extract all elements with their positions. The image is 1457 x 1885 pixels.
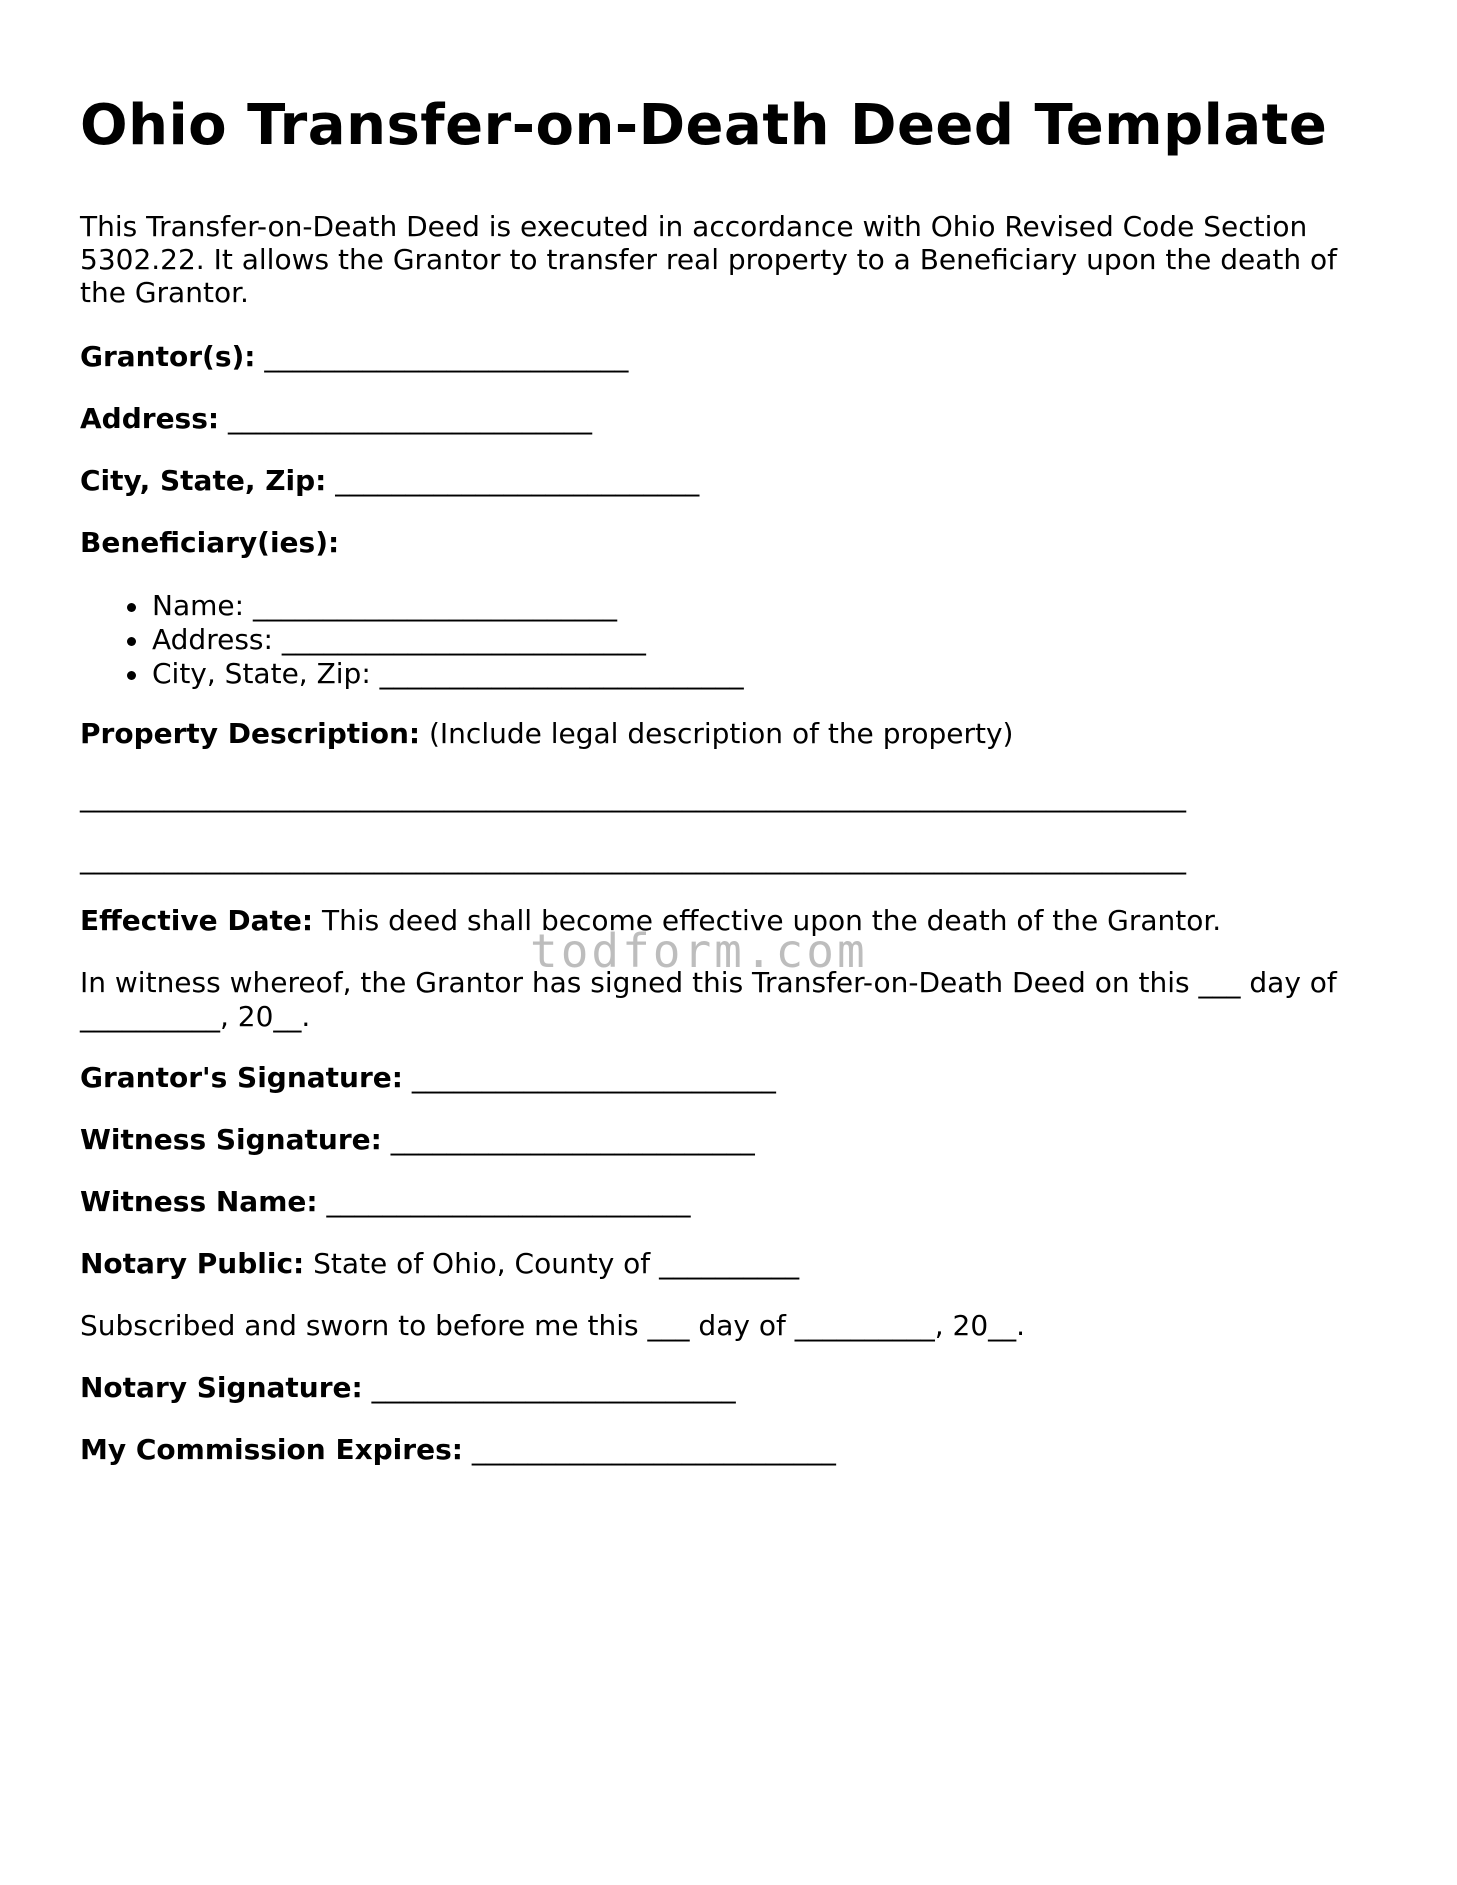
witness-clause-line-1: In witness whereof, the Grantor has signed this Transfer-on-Death Deed on this ___ day of [80,966,1337,999]
property-note: (Include legal description of the property) [429,717,1014,750]
notary-signature-label: Notary Signature: [80,1371,363,1404]
grantor-label: Grantor(s): [80,340,256,373]
commission-expires-label: My Commission Expires: [80,1433,463,1466]
notary-signature-field [80,1371,736,1405]
beneficiary-name-label: Name: [152,589,245,622]
address-label: Address: [80,402,220,435]
list-item [152,589,744,623]
notary-public-label: Notary Public: [80,1247,305,1280]
notary-public-field [80,1247,799,1281]
witness-signature-blank[interactable]: __________________________ [390,1123,755,1156]
witness-signature-label: Witness Signature: [80,1123,382,1156]
notary-public-text: State of Ohio, County of __________ [313,1247,800,1280]
grantor-signature-label: Grantor's Signature: [80,1061,403,1094]
property-description [80,717,1013,751]
grantor-signature-blank[interactable]: __________________________ [411,1061,776,1094]
beneficiary-list [80,589,744,691]
beneficiary-address-blank[interactable]: __________________________ [281,623,646,656]
beneficiaries-heading: Beneficiary(ies): [80,526,340,559]
city-state-zip-blank[interactable]: __________________________ [335,464,700,497]
effective-text: This deed shall become effective upon the death of the Grantor. [321,904,1222,937]
list-item [152,623,744,657]
watermark: todform.com [530,924,868,978]
witness-name-blank[interactable]: __________________________ [326,1185,691,1218]
sworn-statement: Subscribed and sworn to before me this ___ day of __________, 20__. [80,1309,1026,1342]
commission-expires-field [80,1433,836,1467]
witness-clause-line-2[interactable]: __________, 20__. [80,1000,311,1033]
list-item [152,657,744,691]
grantor-blank[interactable]: __________________________ [264,340,629,373]
city-state-zip-label: City, State, Zip: [80,464,327,497]
page-title: Ohio Transfer-on-Death Deed Template [80,93,1328,158]
property-label: Property Description: [80,717,421,750]
effective-label: Effective Date: [80,904,314,937]
grantor-signature-field [80,1061,776,1095]
commission-expires-blank[interactable]: __________________________ [471,1433,836,1466]
witness-signature-field [80,1123,755,1157]
beneficiary-address-label: Address: [152,623,273,656]
address-field [80,402,592,436]
beneficiary-city-blank[interactable]: __________________________ [379,657,744,690]
city-state-zip-field [80,464,699,498]
beneficiary-name-blank[interactable]: __________________________ [252,589,617,622]
address-blank[interactable]: __________________________ [228,402,592,435]
beneficiary-city-label: City, State, Zip: [152,657,371,690]
witness-name-label: Witness Name: [80,1185,318,1218]
grantor-field [80,340,628,374]
witness-name-field [80,1185,690,1219]
intro-paragraph: This Transfer-on-Death Deed is executed in accordance with Ohio Revised Code Section 5302.22. It allows the Grantor to transfer real property to a Beneficiary upon the death of the Grantor. [80,210,1338,309]
property-line-1[interactable]: _______________________________________________________________________________ [80,780,1186,813]
notary-signature-blank[interactable]: __________________________ [371,1371,736,1404]
property-line-2[interactable]: _______________________________________________________________________________ [80,842,1186,875]
